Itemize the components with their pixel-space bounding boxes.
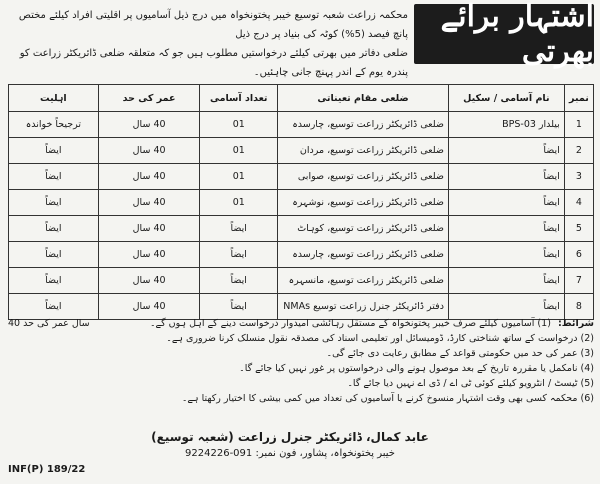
- intro-line-2: ضلعی دفاتر میں بھرتی کیلئے درخواستیں مطلوب ہیں جو کہ متعلقہ ضلعی ڈائریکٹر زراعت کو پندرہ یوم کے اندر پہنچ جانی چاہئیں۔: [19, 48, 408, 78]
- signatory-address: خیبر پختونخواہ، پشاور، فون نمبر: 091-9224226: [185, 448, 395, 459]
- cell-count: 01: [200, 138, 278, 164]
- cell-count: ایضاً: [200, 294, 278, 320]
- term-item: (1) آسامیوں کیلئے صرف خیبر پختونخواہ کے مستقل رہائشی امیدوار درخواست دینے کے اہل ہوں گے۔: [149, 318, 551, 329]
- cell-dept: ضلعی ڈائریکٹر زراعت توسیع، نوشہرہ: [278, 190, 449, 216]
- terms-title: شرائط:: [557, 318, 594, 329]
- header-count: تعداد آسامی: [200, 85, 278, 112]
- header-age: عمر کی حد: [98, 85, 200, 112]
- cell-age: 40 سال: [98, 294, 200, 320]
- term-item: (2) درخواست کے ساتھ شناختی کارڈ، ڈومیسائل اور تعلیمی اسناد کی مصدقہ نقول منسلک کرنا ضروری ہے۔: [166, 333, 594, 344]
- term-item: (5) ٹیسٹ / انٹرویو کیلئے کوئی ٹی اے / ڈی اے نہیں دیا جائے گا۔: [347, 378, 594, 389]
- cell-dept: ضلعی ڈائریکٹر زراعت توسیع، مردان: [278, 138, 449, 164]
- cell-count: 01: [200, 112, 278, 138]
- table-row: [9, 242, 594, 268]
- header-dept: ضلعی مقام تعیناتی: [278, 85, 449, 112]
- table-row: [9, 138, 594, 164]
- signature-block: [150, 430, 430, 459]
- term-item: (6) محکمہ کسی بھی وقت اشتہار منسوخ کرنے یا آسامیوں کی تعداد میں کمی بیشی کا اختیار رکھتا ہے۔: [181, 393, 594, 404]
- table-row: [9, 216, 594, 242]
- cell-count: 01: [200, 164, 278, 190]
- signatory-name: عابد کمال، ڈائریکٹر جنرل زراعت (شعبہ توسیع): [151, 430, 429, 444]
- cell-age: 40 سال: [98, 164, 200, 190]
- cell-qual: ترجیحاً خواندہ: [9, 112, 99, 138]
- cell-sno: 5: [564, 216, 593, 242]
- cell-count: ایضاً: [200, 216, 278, 242]
- advertisement-title-banner: [414, 0, 594, 69]
- table-row: [9, 268, 594, 294]
- cell-post: ایضاً: [448, 216, 564, 242]
- cell-sno: 8: [564, 294, 593, 320]
- cell-sno: 6: [564, 242, 593, 268]
- cell-post: ایضاً: [448, 164, 564, 190]
- cell-count: 01: [200, 190, 278, 216]
- intro-paragraph: [8, 6, 408, 82]
- cell-post: ایضاً: [448, 190, 564, 216]
- cell-count: ایضاً: [200, 242, 278, 268]
- cell-sno: 1: [564, 112, 593, 138]
- cell-post: ایضاً: [448, 268, 564, 294]
- cell-age: 40 سال: [98, 138, 200, 164]
- cell-sno: 2: [564, 138, 593, 164]
- qualification-note: 40 سال عمر کی حد: [8, 318, 90, 329]
- cell-age: 40 سال: [98, 112, 200, 138]
- term-item: (3) عمر کی حد میں حکومتی قواعد کے مطابق رعایت دی جائے گی۔: [326, 348, 594, 359]
- cell-post: ایضاً: [448, 138, 564, 164]
- vacancy-table: [8, 84, 594, 320]
- cell-sno: 4: [564, 190, 593, 216]
- cell-dept: دفتر ڈائریکٹر جنرل زراعت توسیع NMAs: [278, 294, 449, 320]
- cell-qual: ایضاً: [9, 190, 99, 216]
- cell-qual: ایضاً: [9, 268, 99, 294]
- cell-dept: ضلعی ڈائریکٹر زراعت توسیع، چارسدہ: [278, 242, 449, 268]
- table-header-row: [9, 85, 594, 112]
- table-row: [9, 190, 594, 216]
- cell-dept: ضلعی ڈائریکٹر زراعت توسیع، صوابی: [278, 164, 449, 190]
- term-item: (4) نامکمل یا مقررہ تاریخ کے بعد موصول ہونے والی درخواستوں پر غور نہیں کیا جائے گا۔: [239, 363, 594, 374]
- cell-sno: 3: [564, 164, 593, 190]
- cell-qual: ایضاً: [9, 138, 99, 164]
- table-row: [9, 112, 594, 138]
- intro-line-1: محکمہ زراعت شعبہ توسیع خیبر پختونخواہ میں درج ذیل آسامیوں پر اقلیتی افراد کیلئے مختص پانچ فیصد (5%) کوٹہ کی بنیاد پر درج ذیل: [18, 10, 408, 40]
- cell-age: 40 سال: [98, 190, 200, 216]
- header-qual: اہلیت: [9, 85, 99, 112]
- cell-age: 40 سال: [98, 216, 200, 242]
- table-row: [9, 164, 594, 190]
- cell-post: ایضاً: [448, 294, 564, 320]
- cell-qual: ایضاً: [9, 294, 99, 320]
- cell-post: ایضاً: [448, 242, 564, 268]
- header-sno: نمبر: [564, 85, 593, 112]
- cell-dept: ضلعی ڈائریکٹر زراعت توسیع، کوہاٹ: [278, 216, 449, 242]
- header-post: نام آسامی / سکیل: [448, 85, 564, 112]
- inf-reference: INF(P) 189/22: [8, 464, 86, 475]
- banner-title: اشتہار برائے بھرتی: [440, 0, 594, 69]
- cell-post: بیلدار BPS-03: [448, 112, 564, 138]
- cell-age: 40 سال: [98, 242, 200, 268]
- cell-age: 40 سال: [98, 268, 200, 294]
- terms-section: [8, 316, 594, 406]
- cell-dept: ضلعی ڈائریکٹر زراعت توسیع، چارسدہ: [278, 112, 449, 138]
- cell-count: ایضاً: [200, 268, 278, 294]
- cell-sno: 7: [564, 268, 593, 294]
- cell-qual: ایضاً: [9, 164, 99, 190]
- cell-qual: ایضاً: [9, 242, 99, 268]
- cell-dept: ضلعی ڈائریکٹر زراعت توسیع، مانسہرہ: [278, 268, 449, 294]
- cell-qual: ایضاً: [9, 216, 99, 242]
